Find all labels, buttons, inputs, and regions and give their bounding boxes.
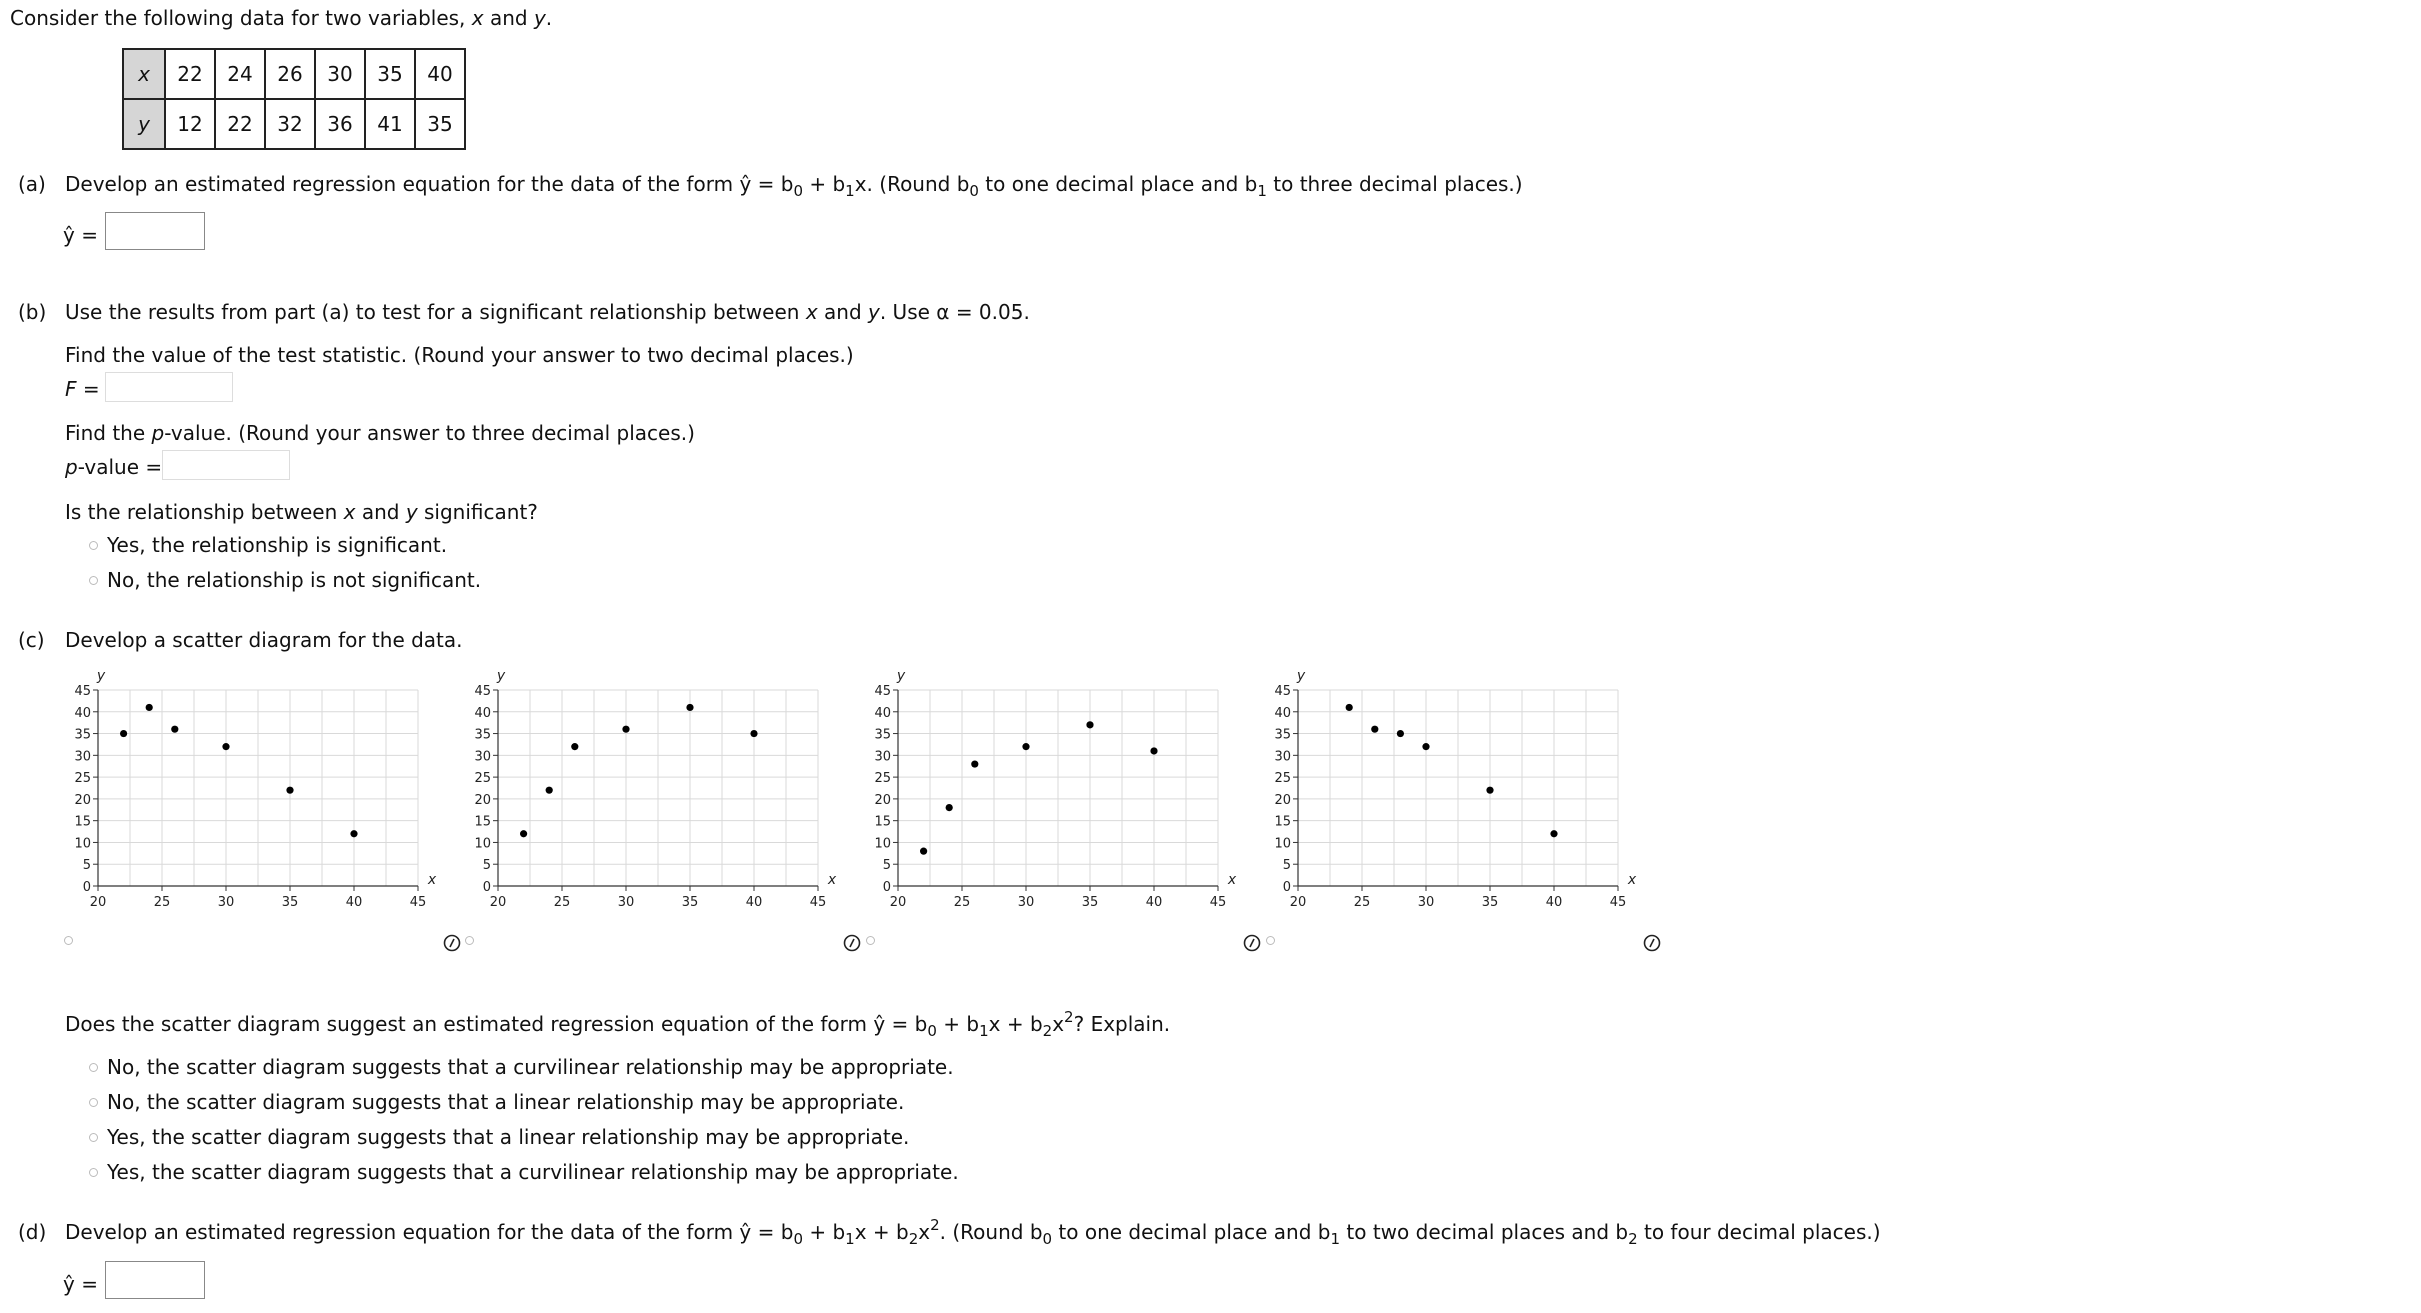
y-tick-label: 40 bbox=[74, 705, 91, 721]
x-tick-label: 20 bbox=[889, 895, 907, 910]
y-tick-label: 30 bbox=[874, 749, 891, 765]
table-cell: 40 bbox=[415, 49, 465, 99]
x-axis-label: x bbox=[1227, 872, 1237, 888]
table-cell: 35 bbox=[415, 99, 465, 149]
table-header-x: x bbox=[123, 49, 165, 99]
p-value-label: p-value = bbox=[65, 455, 163, 479]
x-tick-label: 35 bbox=[1481, 895, 1499, 910]
y-tick-label: 45 bbox=[74, 684, 91, 699]
radio-significant-no[interactable] bbox=[89, 576, 98, 585]
test-statistic-prompt: Find the value of the test statistic. (Round your answer to two decimal places.) bbox=[65, 343, 854, 367]
data-point bbox=[350, 830, 357, 837]
part-d-label: (d) bbox=[18, 1220, 47, 1244]
x-tick-label: 25 bbox=[1353, 895, 1371, 910]
y-tick-label: 5 bbox=[1282, 858, 1291, 874]
y-tick-label: 20 bbox=[474, 792, 491, 808]
x-axis-label: x bbox=[827, 872, 837, 888]
part-b-question: Use the results from part (a) to test for a significant relationship between x and y. Use α = 0.05. bbox=[65, 300, 1030, 324]
data-point bbox=[546, 787, 553, 794]
part-d-question: Develop an estimated regression equation for the data of the form ŷ = $b_0 + b_1x + b_2x^2$. (Round $b_0$ to one decimal place and $b_1$ to two decimal places and $b_2$ to four decimal places.) bbox=[65, 1216, 1881, 1248]
scatter-option-3: Yes, the scatter diagram suggests that a linear relationship may be appropriate. bbox=[107, 1125, 910, 1149]
part-a-answer-label: ŷ = bbox=[63, 223, 98, 247]
radio-graph-1[interactable] bbox=[64, 936, 73, 945]
data-point bbox=[146, 704, 153, 711]
part-a-question: Develop an estimated regression equation for the data of the form ŷ = $b_0 + b_1x$. (Round $b_0$ to one decimal place and $b_1$ to three decimal places.) bbox=[65, 172, 1523, 200]
radio-significant-yes[interactable] bbox=[89, 541, 98, 550]
x-tick-label: 35 bbox=[1081, 895, 1099, 910]
y-axis-label: y bbox=[896, 668, 906, 684]
p-value-input[interactable] bbox=[162, 450, 290, 480]
x-tick-label: 30 bbox=[1417, 895, 1435, 910]
y-tick-label: 30 bbox=[1274, 749, 1291, 765]
part-c-label: (c) bbox=[18, 628, 45, 652]
scatter-plot-2 bbox=[430, 660, 840, 920]
y-tick-label: 25 bbox=[874, 771, 891, 787]
table-cell: 36 bbox=[315, 99, 365, 149]
y-tick-label: 20 bbox=[74, 792, 91, 808]
x-tick-label: 45 bbox=[1609, 895, 1627, 910]
data-point bbox=[1397, 730, 1404, 737]
radio-scatter-option-2[interactable] bbox=[89, 1098, 98, 1107]
y-tick-label: 40 bbox=[1274, 705, 1291, 721]
y-tick-label: 40 bbox=[474, 705, 491, 721]
data-point bbox=[1486, 787, 1493, 794]
scatter-plot-4 bbox=[1230, 660, 1640, 920]
data-point bbox=[971, 760, 978, 767]
scatter-plot-3 bbox=[830, 660, 1240, 920]
table-cell: 24 bbox=[215, 49, 265, 99]
data-point bbox=[171, 726, 178, 733]
y-tick-label: 35 bbox=[74, 727, 91, 743]
y-tick-label: 40 bbox=[874, 705, 891, 721]
scatter-plot-1 bbox=[30, 660, 440, 920]
data-point bbox=[1371, 726, 1378, 733]
radio-graph-4[interactable] bbox=[1266, 936, 1275, 945]
radio-scatter-option-3[interactable] bbox=[89, 1133, 98, 1142]
y-tick-label: 25 bbox=[474, 771, 491, 787]
y-tick-label: 10 bbox=[874, 836, 891, 852]
f-statistic-input[interactable] bbox=[105, 372, 233, 402]
data-point bbox=[120, 730, 127, 737]
x-tick-label: 45 bbox=[409, 895, 427, 910]
p-value-prompt: Find the p-value. (Round your answer to three decimal places.) bbox=[65, 421, 695, 445]
info-icon[interactable] bbox=[1243, 934, 1261, 952]
table-cell: 12 bbox=[165, 99, 215, 149]
radio-graph-2[interactable] bbox=[465, 936, 474, 945]
x-tick-label: 35 bbox=[281, 895, 299, 910]
x-axis-label: x bbox=[1627, 872, 1637, 888]
radio-graph-3[interactable] bbox=[866, 936, 875, 945]
y-axis-label: y bbox=[96, 668, 106, 684]
data-point bbox=[1022, 743, 1029, 750]
radio-scatter-option-4[interactable] bbox=[89, 1168, 98, 1177]
data-point bbox=[1422, 743, 1429, 750]
y-tick-label: 10 bbox=[1274, 836, 1291, 852]
data-point bbox=[222, 743, 229, 750]
scatter-option-2: No, the scatter diagram suggests that a linear relationship may be appropriate. bbox=[107, 1090, 905, 1114]
significance-question: Is the relationship between x and y significant? bbox=[65, 500, 538, 524]
table-cell: 22 bbox=[215, 99, 265, 149]
scatter-option-4: Yes, the scatter diagram suggests that a curvilinear relationship may be appropriate. bbox=[107, 1160, 959, 1184]
curvilinear-question: Does the scatter diagram suggest an estimated regression equation of the form ŷ = $b_0 + b_1x + b_2x^2$? Explain. bbox=[65, 1008, 1171, 1040]
intro-text: Consider the following data for two variables, x and y. bbox=[10, 6, 553, 30]
y-tick-label: 35 bbox=[1274, 727, 1291, 743]
data-point bbox=[622, 726, 629, 733]
y-tick-label: 0 bbox=[82, 880, 91, 895]
part-c-question: Develop a scatter diagram for the data. bbox=[65, 628, 463, 652]
y-tick-label: 15 bbox=[74, 814, 91, 830]
table-cell: 26 bbox=[265, 49, 315, 99]
x-tick-label: 40 bbox=[745, 895, 763, 910]
y-tick-label: 30 bbox=[474, 749, 491, 765]
data-point bbox=[1086, 721, 1093, 728]
data-point bbox=[686, 704, 693, 711]
y-tick-label: 15 bbox=[1274, 814, 1291, 830]
data-point bbox=[920, 848, 927, 855]
y-tick-label: 45 bbox=[1274, 684, 1291, 699]
option-significant-no: No, the relationship is not significant. bbox=[107, 568, 482, 592]
info-icon[interactable] bbox=[1643, 934, 1661, 952]
x-tick-label: 30 bbox=[217, 895, 235, 910]
part-a-label: (a) bbox=[18, 172, 46, 196]
scatter-option-1: No, the scatter diagram suggests that a curvilinear relationship may be appropriate. bbox=[107, 1055, 954, 1079]
y-tick-label: 20 bbox=[1274, 792, 1291, 808]
data-point bbox=[286, 787, 293, 794]
table-cell: 35 bbox=[365, 49, 415, 99]
y-axis-label: y bbox=[1296, 668, 1306, 684]
part-d-answer-label: ŷ = bbox=[63, 1272, 98, 1296]
table-cell: 41 bbox=[365, 99, 415, 149]
info-icon[interactable] bbox=[443, 934, 461, 952]
regression-equation-input-a[interactable] bbox=[105, 212, 205, 250]
y-tick-label: 15 bbox=[474, 814, 491, 830]
x-tick-label: 35 bbox=[681, 895, 699, 910]
y-tick-label: 45 bbox=[474, 684, 491, 699]
data-point bbox=[750, 730, 757, 737]
table-cell: 30 bbox=[315, 49, 365, 99]
data-point bbox=[571, 743, 578, 750]
x-tick-label: 40 bbox=[1145, 895, 1163, 910]
data-table bbox=[122, 48, 466, 150]
y-tick-label: 0 bbox=[482, 880, 491, 895]
x-tick-label: 45 bbox=[1209, 895, 1227, 910]
data-point bbox=[946, 804, 953, 811]
part-b-label: (b) bbox=[18, 300, 47, 324]
data-point bbox=[1550, 830, 1557, 837]
table-cell: 22 bbox=[165, 49, 215, 99]
x-tick-label: 25 bbox=[953, 895, 971, 910]
x-tick-label: 20 bbox=[489, 895, 507, 910]
f-label: F = bbox=[65, 377, 100, 401]
regression-equation-input-d[interactable] bbox=[105, 1261, 205, 1299]
table-cell: 32 bbox=[265, 99, 315, 149]
x-tick-label: 30 bbox=[1017, 895, 1035, 910]
y-tick-label: 35 bbox=[474, 727, 491, 743]
data-point bbox=[1346, 704, 1353, 711]
table-row-x bbox=[123, 49, 465, 99]
table-header-y: y bbox=[123, 99, 165, 149]
y-tick-label: 10 bbox=[474, 836, 491, 852]
x-tick-label: 30 bbox=[617, 895, 635, 910]
y-tick-label: 5 bbox=[82, 858, 91, 874]
x-tick-label: 20 bbox=[1289, 895, 1307, 910]
y-tick-label: 5 bbox=[882, 858, 891, 874]
y-tick-label: 10 bbox=[74, 836, 91, 852]
x-tick-label: 40 bbox=[345, 895, 363, 910]
y-tick-label: 35 bbox=[874, 727, 891, 743]
y-tick-label: 5 bbox=[482, 858, 491, 874]
x-tick-label: 45 bbox=[809, 895, 827, 910]
y-tick-label: 45 bbox=[874, 684, 891, 699]
x-axis-label: x bbox=[427, 872, 437, 888]
option-significant-yes: Yes, the relationship is significant. bbox=[107, 533, 448, 557]
y-tick-label: 20 bbox=[874, 792, 891, 808]
y-tick-label: 30 bbox=[74, 749, 91, 765]
y-tick-label: 0 bbox=[1282, 880, 1291, 895]
x-tick-label: 20 bbox=[89, 895, 107, 910]
info-icon[interactable] bbox=[843, 934, 861, 952]
radio-scatter-option-1[interactable] bbox=[89, 1063, 98, 1072]
x-tick-label: 25 bbox=[153, 895, 171, 910]
data-point bbox=[520, 830, 527, 837]
x-tick-label: 40 bbox=[1545, 895, 1563, 910]
y-tick-label: 15 bbox=[874, 814, 891, 830]
y-tick-label: 25 bbox=[1274, 771, 1291, 787]
table-row-y bbox=[123, 99, 465, 149]
data-point bbox=[1150, 747, 1157, 754]
y-tick-label: 0 bbox=[882, 880, 891, 895]
y-axis-label: y bbox=[496, 668, 506, 684]
y-tick-label: 25 bbox=[74, 771, 91, 787]
x-tick-label: 25 bbox=[553, 895, 571, 910]
